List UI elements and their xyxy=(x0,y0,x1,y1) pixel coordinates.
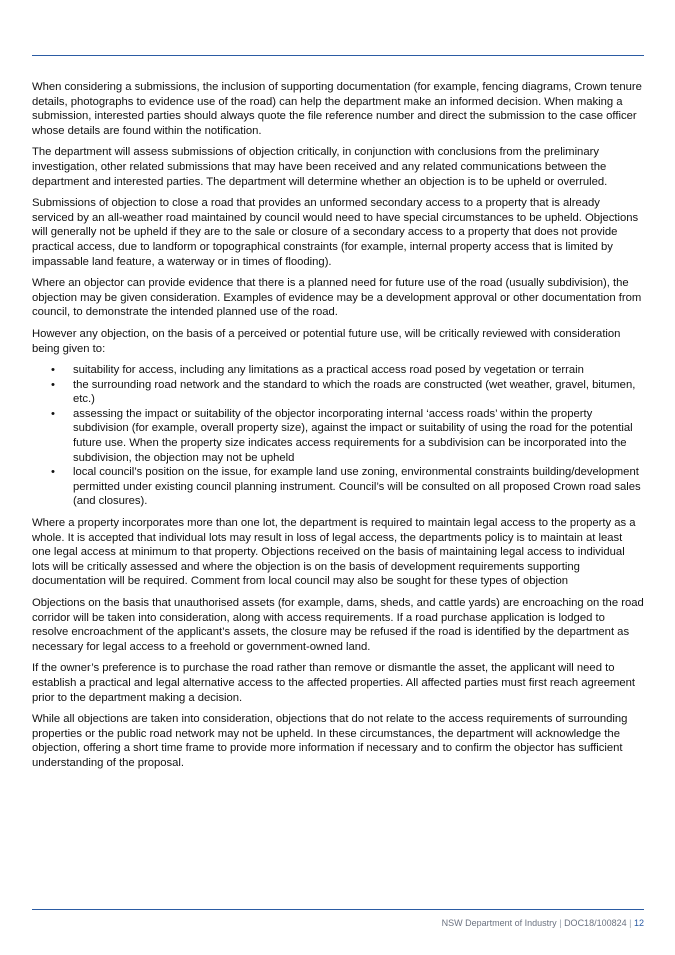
bullet-icon: • xyxy=(51,466,55,479)
list-item xyxy=(51,378,644,407)
footer-separator: | xyxy=(559,918,562,928)
paragraph-not-upheld: While all objections are taken into consideration, objections that do not relate to the access requirements of surrounding properties or the public road network may not be upheld. In these circumstances, the department will acknowledge the objection, offering a short time frame to provide more information if necessary and to confirm the objector has sufficient understanding of the proposal. xyxy=(32,713,628,769)
list-item-text: the surrounding road network and the standard to which the roads are constructed (wet weather, gravel, bitumen, etc.) xyxy=(73,378,636,406)
footer-rule xyxy=(32,909,644,910)
list-item-text: assessing the impact or suitability of the objector incorporating internal ‘access roads’ within the property subdivision (for example, overall property size), against the impact or suitability of using the road for the potential future use. When the property size indicates access requirements for a subdivision can be incorporated into the subdivision, the objection may not be upheld xyxy=(73,407,633,464)
page-number: 12 xyxy=(633,918,644,928)
footer-separator: | xyxy=(629,918,632,928)
paragraph-supporting-documentation: When considering a submissions, the inclusion of supporting documentation (for example, fencing diagrams, Crown tenure details, photographs to evidence use of the road) can help the department make an informed decision. When making a submission, interested parties should always quote the file reference number and direct the submission to the case officer whose details are found within the notification. xyxy=(32,81,642,137)
footer-organisation: NSW Department of Industry xyxy=(441,918,557,928)
list-item-text: suitability for access, including any limitations as a practical access road posed by vegetation or terrain xyxy=(73,364,584,377)
footer-doc-ref: DOC18/100824 xyxy=(564,918,627,928)
paragraph-critical-review: However any objection, on the basis of a perceived or potential future use, will be critically reviewed with consideration being given to: xyxy=(32,327,621,355)
page-footer xyxy=(442,918,644,928)
paragraph-assessment: The department will assess submissions of objection critically, in conjunction with conclusions from the preliminary investigation, other related submissions that may have been received and any related communications between the department and interested parties. The department will determine whether an objection is to be upheld or overruled. xyxy=(32,146,608,188)
list-item xyxy=(51,363,644,378)
paragraph-multiple-lots: Where a property incorporates more than one lot, the department is required to maintain legal access to the property as a whole. It is accepted that individual lots may result in loss of legal access, the departments policy is to maintain at least one legal access at minimum to that property. Objections received on the basis of maintaining legal access to individual lots will be critically assessed and where the objection is on the basis of development requirements supporting documentation will be required. Comment from local council may also be sought for these types of objection xyxy=(32,517,636,588)
bullet-icon: • xyxy=(51,364,55,377)
bullet-icon: • xyxy=(51,407,55,420)
body-content xyxy=(32,80,644,778)
consideration-list xyxy=(32,363,644,509)
paragraph-owner-preference: If the owner’s preference is to purchase the road rather than remove or dismantle the asset, the applicant will need to establish a practical and legal alternative access to the affected properties. All affected parties must first reach agreement prior to the department making a decision. xyxy=(32,662,636,704)
paragraph-unauthorised-assets: Objections on the basis that unauthorised assets (for example, dams, sheds, and cattle yards) are encroaching on the road corridor will be taken into consideration, along with access requirements. If a road purchase application is lodged to resolve encroachment of the applicant’s assets, the closure may be refused if the road is identified by the department as necessary for legal access to a freehold or government-owned land. xyxy=(32,597,644,653)
paragraph-secondary-access: Submissions of objection to close a road that provides an unformed secondary access to a property that is already serviced by an all-weather road maintained by council would need to have special circumstances to be upheld. Objections will generally not be upheld if they are to the sale or closure of a secondary access to a property that does not provide practical access, due to landform or topographical constraints (for example, internal property access that is limited by impassable land feature, a waterway or in times of flooding). xyxy=(32,197,639,268)
paragraph-future-use-evidence: Where an objector can provide evidence that there is a planned need for future use of the road (usually subdivision), the objection may be given consideration. Examples of evidence may be a development approval or other documentation from council, to demonstrate the intended planned use of the road. xyxy=(32,277,642,319)
header-rule xyxy=(32,55,644,56)
list-item xyxy=(51,407,644,465)
bullet-icon: • xyxy=(51,378,55,391)
list-item xyxy=(51,465,644,509)
list-item-text: local council’s position on the issue, for example land use zoning, environmental constraints building/development permitted under existing council planning instrument. Council’s will be consulted on all proposed Crown road sales (and closures). xyxy=(73,466,641,508)
